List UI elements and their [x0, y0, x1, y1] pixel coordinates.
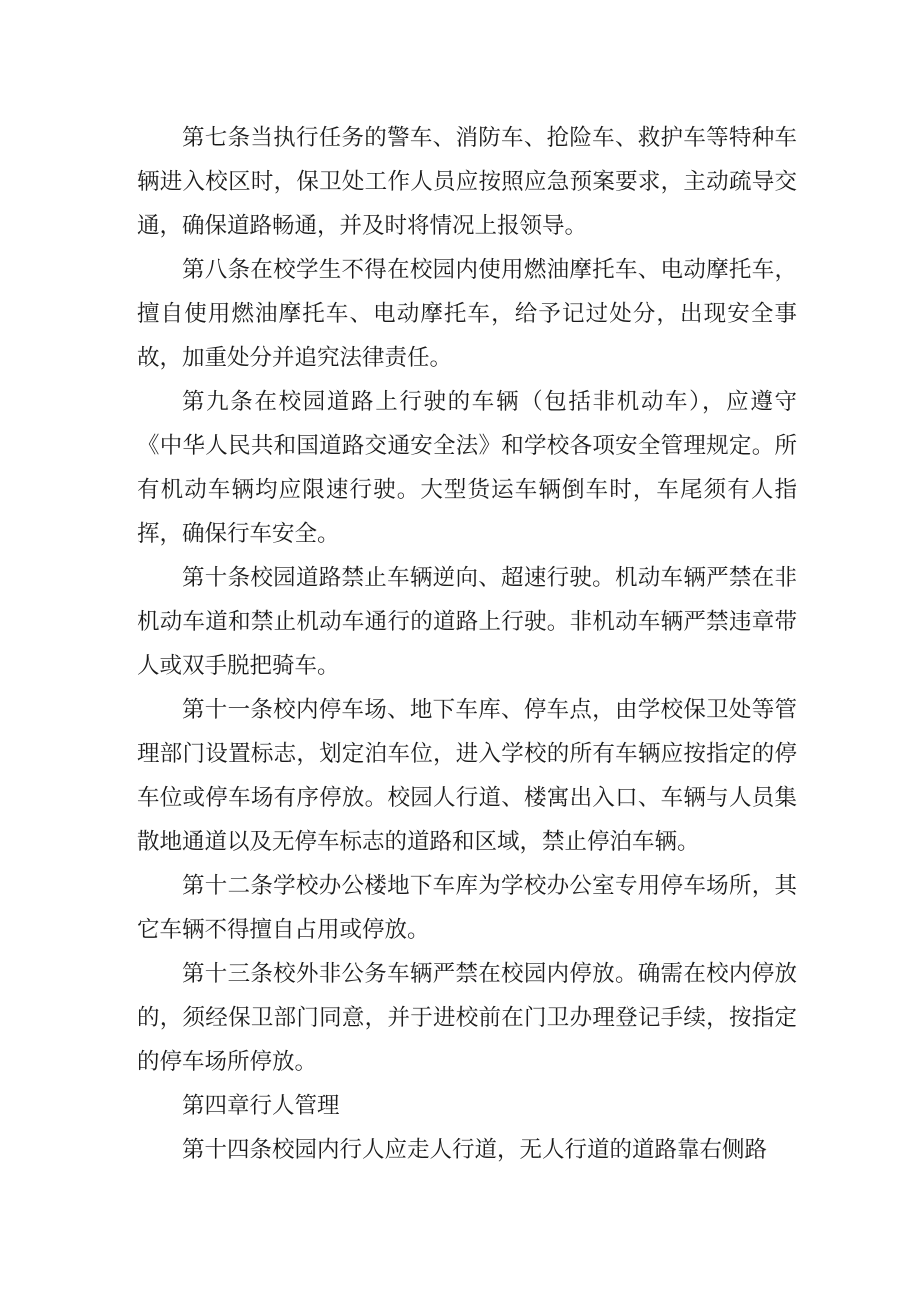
article-13-paragraph: 第十三条校外非公务车辆严禁在校园内停放。确需在校内停放的，须经保卫部门同意，并于进校前在门卫办理登记手续，按指定的停车场所停放。: [137, 961, 797, 1075]
article-9-paragraph: 第九条在校园道路上行驶的车辆（包括非机动车），应遵守《中华人民共和国道路交通安全法》和学校各项安全管理规定。所有机动车辆均应限速行驶。大型货运车辆倒车时，车尾须有人指挥，确保行车安全。: [137, 389, 797, 547]
article-12-paragraph: 第十二条学校办公楼地下车库为学校办公室专用停车场所，其它车辆不得擅自占用或停放。: [137, 873, 797, 943]
chapter-4-heading: 第四章行人管理: [182, 1093, 340, 1119]
article-8-paragraph: 第八条在校学生不得在校园内使用燃油摩托车、电动摩托车，擅自使用燃油摩托车、电动摩托车，给予记过处分，出现安全事故，加重处分并追究法律责任。: [137, 257, 797, 371]
article-14-paragraph: 第十四条校园内行人应走人行道，无人行道的道路靠右侧路: [182, 1137, 768, 1163]
article-11-paragraph: 第十一条校内停车场、地下车库、停车点，由学校保卫处等管理部门设置标志，划定泊车位，进入学校的所有车辆应按指定的停车位或停车场有序停放。校园人行道、楼寓出入口、车辆与人员集散地通道以及无停车标志的道路和区域，禁止停泊车辆。: [137, 697, 797, 855]
article-10-paragraph: 第十条校园道路禁止车辆逆向、超速行驶。机动车辆严禁在非机动车道和禁止机动车通行的道路上行驶。非机动车辆严禁违章带人或双手脱把骑车。: [137, 565, 797, 679]
document-body: [137, 116, 797, 1172]
article-7-paragraph: 第七条当执行任务的警车、消防车、抢险车、救护车等特种车辆进入校区时，保卫处工作人员应按照应急预案要求，主动疏导交通，确保道路畅通，并及时将情况上报领导。: [137, 125, 797, 239]
